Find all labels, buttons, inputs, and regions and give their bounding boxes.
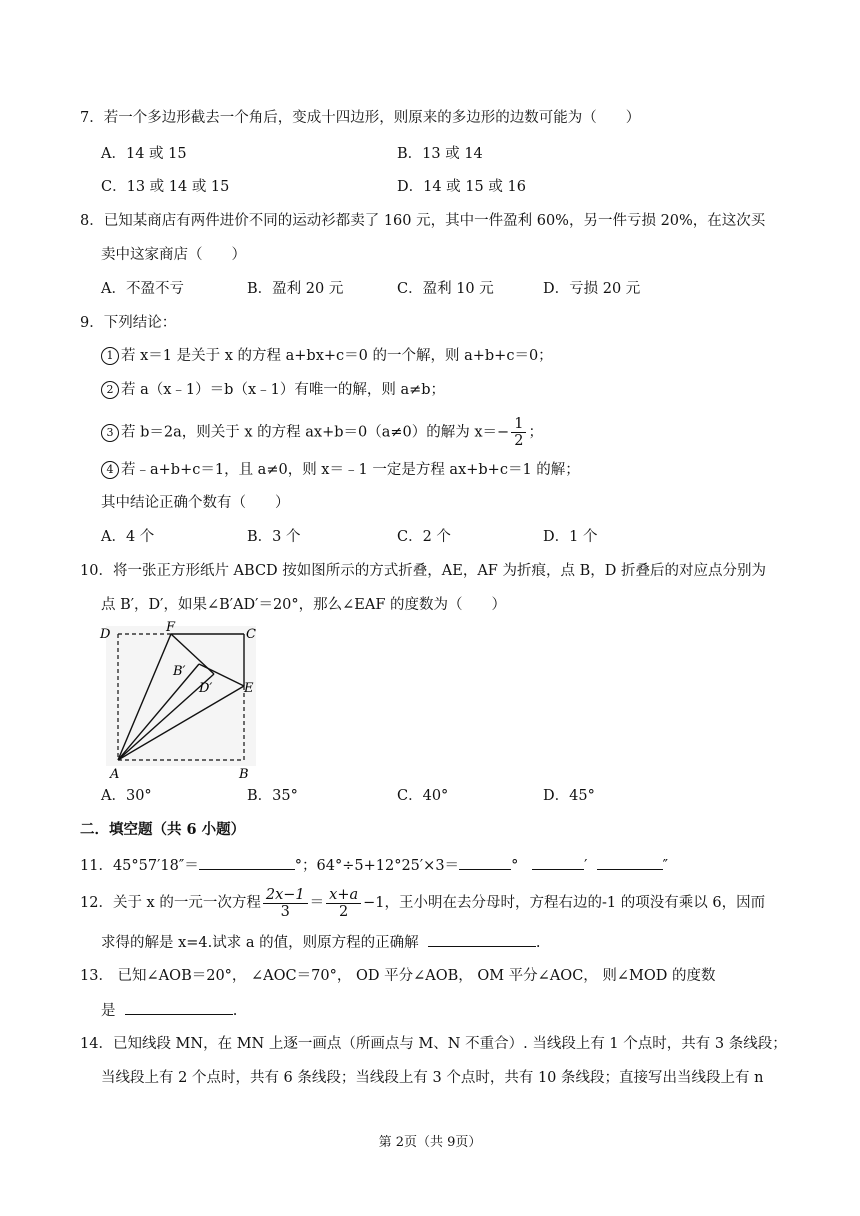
q9-option-a: A．4 个: [101, 529, 155, 545]
q10-stem-line2: 点 B′，D′，如果∠B′AD′＝20°，那么∠EAF 的度数为（ ）: [101, 597, 507, 613]
q10-stem-line1: 10．将一张正方形纸片 ABCD 按如图所示的方式折叠，AE，AF 为折痕，点 B，D 折叠后的对应点分别为: [80, 563, 766, 579]
q9-option-c: C．2 个: [397, 529, 451, 545]
q9-conclusion-4: [101, 460, 580, 480]
circled-number-2: 2: [101, 381, 119, 399]
fraction-numerator: x+a: [326, 887, 361, 904]
q9-conclusion-1-text: 若 x＝1 是关于 x 的方程 a+bx+c＝0 的一个解，则 a+b+c＝0；: [121, 348, 553, 364]
label-f: F: [166, 620, 176, 635]
q9-option-d: D．1 个: [543, 529, 598, 545]
q7-stem: 7．若一个多边形截去一个角后，变成十四边形，则原来的多边形的边数可能为（ ）: [80, 110, 641, 126]
page-footer: 第 2页（共 9页）: [378, 1135, 482, 1150]
q14-line1: 14．已知线段 MN，在 MN 上逐一画点（所画点与 M、N 不重合）. 当线段上有 1 个点时，共有 3 条线段；: [80, 1036, 787, 1052]
q9-conclusion-3: [101, 416, 543, 449]
q7-option-a: A．14 或 15: [101, 146, 187, 162]
fraction-numerator: 2x−1: [263, 887, 308, 904]
q8-stem-line1: 8．已知某商店有两件进价不同的运动衫都卖了 160 元，其中一件盈利 60%，另一件亏损 20%，在这次买: [80, 213, 766, 229]
q10-option-a: A．30°: [101, 788, 152, 804]
fraction-2x-minus-1-over-3: [263, 887, 308, 920]
folded-square-figure: [96, 618, 266, 784]
fraction-one-half: [511, 416, 526, 449]
q7-option-b: B．13 或 14: [397, 146, 483, 162]
q14-line2: 当线段上有 2 个点时，共有 6 条线段；当线段上有 3 个点时，共有 10 条线段；直接写出当线段上有 n: [101, 1070, 764, 1086]
q9-conclusion-1: [101, 346, 553, 366]
q10-option-c: C．40°: [397, 788, 449, 804]
q12-line2-end: .: [535, 935, 541, 951]
label-d: D: [100, 627, 111, 642]
q11: [80, 855, 668, 876]
q8-option-d: D．亏损 20 元: [543, 281, 641, 297]
q9-conclusion-4-text: 若﹣a+b+c＝1，且 a≠0，则 x＝﹣1 一定是方程 ax+b+c＝1 的解；: [121, 462, 580, 478]
fraction-denominator: 2: [339, 903, 349, 920]
q8-option-a: A．不盈不亏: [101, 281, 184, 297]
q12-pre: 12．关于 x 的一元一次方程: [80, 895, 261, 911]
q11-blank-2[interactable]: [459, 855, 511, 870]
label-a: A: [110, 767, 120, 782]
q11-part1: 11．45°57′18″＝: [80, 858, 199, 874]
figure-background: [106, 626, 256, 766]
q9-conclusion-3-end: ；: [528, 424, 543, 441]
q13-answer-blank[interactable]: [125, 1000, 233, 1015]
label-d-prime: D′: [199, 681, 213, 696]
q12-post: −1，王小明在去分母时，方程右边的-1 的项没有乘以 6，因而: [363, 895, 766, 911]
q9-stem: 9．下列结论：: [80, 315, 177, 331]
q9-conclusion-2-text: 若 a（x﹣1）＝b（x﹣1）有唯一的解，则 a≠b；: [121, 382, 446, 398]
q9-option-b: B．3 个: [247, 529, 301, 545]
q8-option-c: C．盈利 10 元: [397, 281, 494, 297]
fraction-denominator: 2: [514, 433, 524, 449]
q12-line1: [80, 886, 765, 920]
q13-line1: 13． 已知∠AOB＝20°， ∠AOC＝70°， OD 平分∠AOB， OM 平分∠AOC， 则∠MOD 的度数: [80, 968, 716, 984]
label-b: B: [239, 767, 249, 782]
fraction-denominator: 3: [280, 903, 290, 920]
circled-number-4: 4: [101, 461, 119, 479]
q11-part3: °: [511, 858, 519, 874]
q9-tail: 其中结论正确个数有（ ）: [101, 495, 290, 511]
q9-conclusion-3-text: 若 b＝2a，则关于 x 的方程 ax+b＝0（a≠0）的解为 x＝−: [121, 424, 510, 441]
q12-answer-blank[interactable]: [428, 932, 536, 947]
q10-option-b: B．35°: [247, 788, 298, 804]
fraction-numerator: 1: [511, 416, 526, 433]
q11-part4: ′: [584, 858, 588, 874]
q8-stem-line2: 卖中这家商店（ ）: [101, 247, 246, 263]
section-heading-fill-in: 二．填空题（共 6 小题）: [80, 821, 246, 838]
label-c: C: [246, 627, 256, 642]
q8-option-b: B．盈利 20 元: [247, 281, 344, 297]
q12-equals: ＝: [309, 895, 325, 911]
fraction-x-plus-a-over-2: [326, 887, 361, 920]
circled-number-3: 3: [101, 424, 119, 442]
q11-blank-4[interactable]: [597, 855, 663, 870]
q11-part5: ″: [662, 858, 669, 874]
q13-line2-end: .: [232, 1003, 238, 1019]
q9-conclusion-2: [101, 380, 445, 400]
circled-number-1: 1: [101, 347, 119, 365]
label-e: E: [244, 681, 254, 696]
q12-line2: [101, 932, 540, 953]
q11-part2: °；64°÷5+12°25′×3＝: [294, 858, 460, 874]
q11-blank-3[interactable]: [532, 855, 584, 870]
q13-line2-text: 是: [101, 1003, 116, 1019]
q7-option-c: C．13 或 14 或 15: [101, 179, 230, 195]
q10-option-d: D．45°: [543, 788, 595, 804]
q12-line2-text: 求得的解是 x=4.试求 a 的值，则原方程的正确解: [101, 935, 419, 951]
q13-line2: [101, 1000, 237, 1021]
label-b-prime: B′: [173, 664, 186, 679]
q11-blank-1[interactable]: [199, 855, 295, 870]
q7-option-d: D．14 或 15 或 16: [397, 179, 526, 195]
